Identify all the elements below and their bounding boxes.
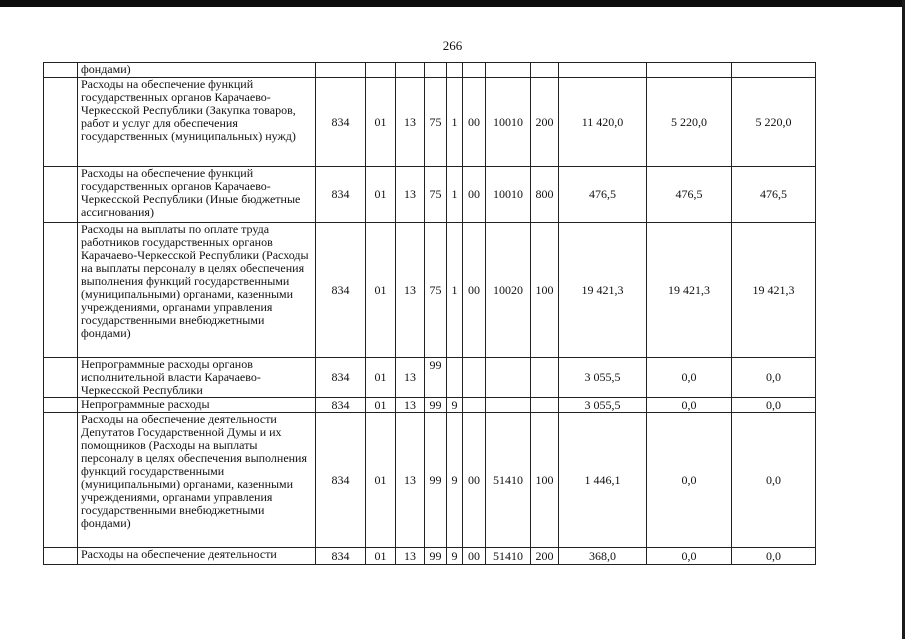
amount-year-2: 0,0 <box>647 548 732 565</box>
admin-code: 834 <box>316 78 366 167</box>
admin-code: 834 <box>316 167 366 223</box>
admin-code: 834 <box>316 223 366 358</box>
amount-year-1: 3 055,5 <box>559 358 647 398</box>
amount-year-1: 19 421,3 <box>559 223 647 358</box>
expense-type-code: 800 <box>531 167 559 223</box>
table-cell-index <box>44 223 78 358</box>
row-name: фондами) <box>78 63 316 78</box>
program-code: 75 <box>425 223 447 358</box>
subprogram-code: 1 <box>447 78 463 167</box>
amount-year-2: 476,5 <box>647 167 732 223</box>
admin-code: 834 <box>316 398 366 413</box>
amount-year-3: 19 421,3 <box>732 223 816 358</box>
event-code <box>463 63 486 78</box>
program-code: 99 <box>425 398 447 413</box>
amount-year-2: 19 421,3 <box>647 223 732 358</box>
amount-year-2 <box>647 63 732 78</box>
admin-code <box>316 63 366 78</box>
table-row <box>44 78 816 167</box>
subsection-code: 13 <box>396 167 425 223</box>
program-code: 75 <box>425 167 447 223</box>
scan-edge-top <box>0 0 905 7</box>
amount-year-2: 0,0 <box>647 358 732 398</box>
subprogram-code: 1 <box>447 167 463 223</box>
table-cell-index <box>44 78 78 167</box>
subsection-code: 13 <box>396 223 425 358</box>
direction-code <box>486 63 531 78</box>
program-code: 75 <box>425 78 447 167</box>
table-cell-index <box>44 413 78 548</box>
table-row <box>44 63 816 78</box>
admin-code: 834 <box>316 358 366 398</box>
direction-code: 10020 <box>486 223 531 358</box>
program-code <box>425 63 447 78</box>
subsection-code: 13 <box>396 78 425 167</box>
amount-year-2: 5 220,0 <box>647 78 732 167</box>
program-code: 99 <box>425 358 447 398</box>
expense-type-code: 200 <box>531 548 559 565</box>
event-code: 00 <box>463 167 486 223</box>
amount-year-1 <box>559 63 647 78</box>
table-cell-index <box>44 358 78 398</box>
row-name: Расходы на обеспечение функций государственных органов Карачаево-Черкесской Республики (Закупка товаров, работ и услуг для обеспечения государственных (муниципальных) нужд) <box>78 78 316 167</box>
subsection-code: 13 <box>396 398 425 413</box>
program-code: 99 <box>425 548 447 565</box>
event-code: 00 <box>463 548 486 565</box>
row-name: Расходы на обеспечение деятельности <box>78 548 316 565</box>
expense-type-code: 100 <box>531 413 559 548</box>
subsection-code: 13 <box>396 413 425 548</box>
subprogram-code: 9 <box>447 413 463 548</box>
amount-year-1: 3 055,5 <box>559 398 647 413</box>
table-row <box>44 358 816 398</box>
event-code: 00 <box>463 78 486 167</box>
amount-year-1: 11 420,0 <box>559 78 647 167</box>
subprogram-code <box>447 63 463 78</box>
budget-table <box>43 62 816 565</box>
table-row <box>44 398 816 413</box>
direction-code: 51410 <box>486 413 531 548</box>
direction-code: 51410 <box>486 548 531 565</box>
amount-year-3: 5 220,0 <box>732 78 816 167</box>
amount-year-2: 0,0 <box>647 413 732 548</box>
table-row <box>44 223 816 358</box>
section-code: 01 <box>366 398 396 413</box>
row-name: Расходы на выплаты по оплате труда работников государственных органов Карачаево-Черкесской Республики (Расходы на выплаты персоналу в целях обеспечения выполнения функций государственными (муниципальными) органами, казенными учреждениями, органами управления государственными внебюджетными фондами) <box>78 223 316 358</box>
amount-year-1: 1 446,1 <box>559 413 647 548</box>
row-name: Расходы на обеспечение деятельности Депутатов Государственной Думы и их помощников (Расходы на выплаты персоналу в целях обеспечения выполнения функций государственными (муниципальными) органами, казенными учреждениями, органами управления государственными внебюджетными фондами) <box>78 413 316 548</box>
amount-year-3: 0,0 <box>732 358 816 398</box>
row-name: Непрограммные расходы органов исполнительной власти Карачаево-Черкесской Республики <box>78 358 316 398</box>
subsection-code <box>396 63 425 78</box>
direction-code <box>486 358 531 398</box>
direction-code: 10010 <box>486 78 531 167</box>
direction-code: 10010 <box>486 167 531 223</box>
table-row <box>44 413 816 548</box>
section-code: 01 <box>366 78 396 167</box>
section-code <box>366 63 396 78</box>
expense-type-code: 200 <box>531 78 559 167</box>
table-cell-index <box>44 398 78 413</box>
section-code: 01 <box>366 548 396 565</box>
event-code: 00 <box>463 223 486 358</box>
amount-year-3: 0,0 <box>732 398 816 413</box>
row-name: Расходы на обеспечение функций государственных органов Карачаево-Черкесской Республики (Иные бюджетные ассигнования) <box>78 167 316 223</box>
table-row <box>44 548 816 565</box>
event-code <box>463 398 486 413</box>
admin-code: 834 <box>316 548 366 565</box>
section-code: 01 <box>366 223 396 358</box>
event-code: 00 <box>463 413 486 548</box>
expense-type-code: 100 <box>531 223 559 358</box>
subprogram-code: 9 <box>447 548 463 565</box>
amount-year-3: 0,0 <box>732 548 816 565</box>
amount-year-2: 0,0 <box>647 398 732 413</box>
section-code: 01 <box>366 358 396 398</box>
subsection-code: 13 <box>396 358 425 398</box>
program-code: 99 <box>425 413 447 548</box>
amount-year-1: 368,0 <box>559 548 647 565</box>
section-code: 01 <box>366 413 396 548</box>
amount-year-3 <box>732 63 816 78</box>
page-number: 266 <box>442 38 463 53</box>
subsection-code: 13 <box>396 548 425 565</box>
row-name: Непрограммные расходы <box>78 398 316 413</box>
section-code: 01 <box>366 167 396 223</box>
direction-code <box>486 398 531 413</box>
subprogram-code: 1 <box>447 223 463 358</box>
event-code <box>463 358 486 398</box>
subprogram-code: 9 <box>447 398 463 413</box>
amount-year-3: 0,0 <box>732 413 816 548</box>
table-cell-index <box>44 167 78 223</box>
expense-type-code <box>531 358 559 398</box>
expense-type-code <box>531 398 559 413</box>
subprogram-code <box>447 358 463 398</box>
table-cell-index <box>44 548 78 565</box>
amount-year-3: 476,5 <box>732 167 816 223</box>
admin-code: 834 <box>316 413 366 548</box>
table-cell-index <box>44 63 78 78</box>
amount-year-1: 476,5 <box>559 167 647 223</box>
expense-type-code <box>531 63 559 78</box>
table-row <box>44 167 816 223</box>
